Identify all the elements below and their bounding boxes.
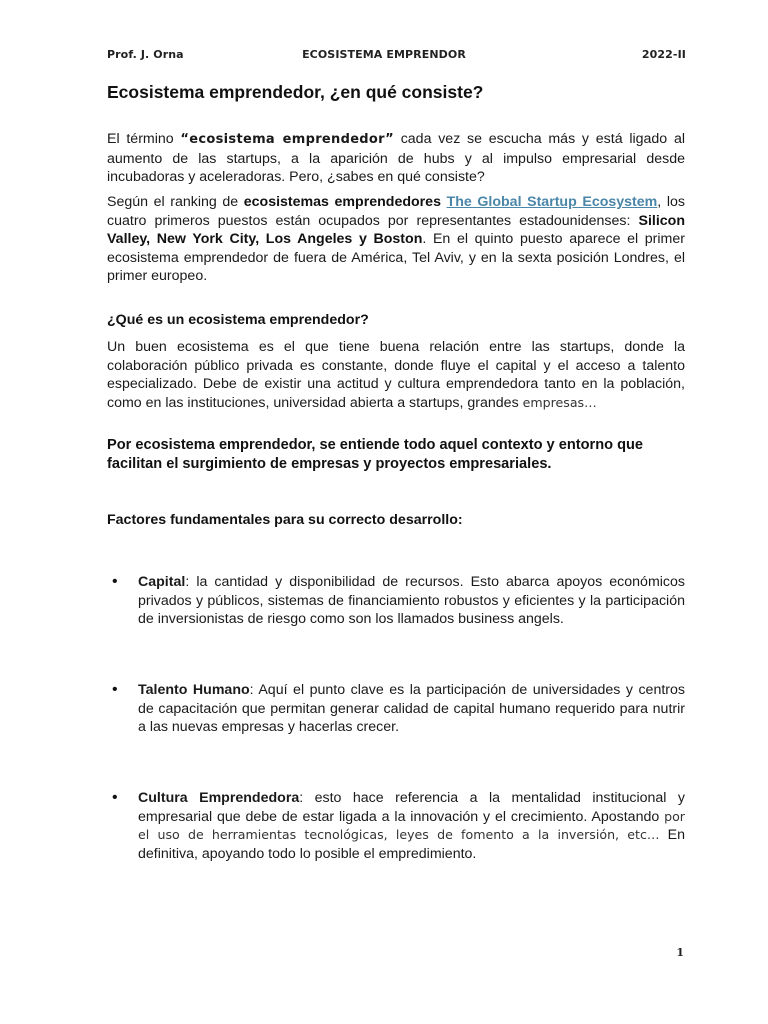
intro-p2-term: ecosistemas emprendedores [243, 194, 441, 210]
intro-paragraph-1 [107, 130, 685, 187]
section-heading-factors: Factores fundamentales para su correcto desarrollo: [107, 512, 463, 528]
factor-description: : esto hace referencia a la mentalidad institucional y empresarial que debe de estar ligada a la innovación y el crecimiento. Apostando [138, 790, 685, 825]
factor-description-after: En definitiva, apoyando todo lo posible el empredimiento. [138, 827, 686, 862]
factor-description-small: por el uso de herramientas tecnológicas, leyes de fomento a la inversión, etc… [138, 808, 685, 842]
section1-text: Un buen ecosistema es el que tiene buena relación entre las startups, donde la colaboración público privada es constante, donde fluye el capital y el acceso a talento especializado. Debe de existir una actitud y cultura emprendedora tanto en la población, como en las instituciones, universidad abierta a startups, grandes [107, 339, 685, 411]
page-title: Ecosistema emprendedor, ¿en qué consiste? [107, 82, 484, 102]
factor-term: Cultura Emprendedora [138, 790, 300, 806]
factor-description: : Aquí el punto clave es la participación de universidades y centros de capacitación que permitan generar calidad de capital humano requerido para nutrir a las nuevas empresas y hacerlas crecer. [138, 682, 685, 735]
section1-paragraph [107, 338, 685, 412]
definition-paragraph: Por ecosistema emprendedor, se entiende todo aquel contexto y entorno que facilitan el surgimiento de empresas y proyectos empresariales. [107, 437, 644, 472]
bullet-icon: • [112, 573, 118, 590]
intro-p2-text-after: . En el quinto puesto aparece el primer ecosistema emprendedor de fuera de América, Tel Aviv, y en la sexta posición Londres, el primer europeo. [107, 231, 685, 284]
factor-term: Talento Humano [138, 682, 250, 698]
intro-p1-term: “ecosistema emprendedor” [180, 132, 394, 147]
factor-item-capital [138, 573, 685, 629]
intro-paragraph-2 [107, 193, 685, 286]
header-title: ECOSISTEMA EMPRENDOR [302, 48, 466, 61]
intro-p1-text: El término [107, 131, 181, 147]
intro-p1-text-after: cada vez se escucha más y está ligado al aumento de las startups, a la aparición de hubs y al impulso empresarial desde incubadoras y aceleradoras. Pero, ¿sabes en qué consiste? [107, 131, 685, 185]
intro-p2-cities: Silicon Valley, New York City, Los Angeles y Boston [107, 212, 685, 247]
header-author: Prof. J. Orna [107, 48, 184, 61]
factor-description: : la cantidad y disponibilidad de recursos. Esto abarca apoyos económicos privados y públicos, sistemas de financiamiento robustos y eficientes y la participación de inversionistas de riesgo como son los llamados business angels. [138, 574, 685, 627]
global-startup-ecosystem-link[interactable]: The Global Startup Ecosystem [446, 194, 658, 210]
intro-p2-text-mid: , los cuatro primeros puestos están ocupados por representantes estadounidenses: [107, 194, 685, 229]
page-number: 1 [676, 946, 684, 959]
factor-term: Capital [138, 574, 186, 590]
factor-item-talento-humano [138, 681, 685, 737]
bullet-icon: • [112, 789, 118, 806]
bullet-icon: • [112, 681, 118, 698]
header-term: 2022-II [641, 48, 686, 61]
section-heading-what-is: ¿Qué es un ecosistema emprendedor? [107, 312, 369, 328]
section1-text-small: empresas… [522, 394, 597, 410]
factor-item-cultura-emprendedora [138, 789, 685, 863]
intro-p2-text: Según el ranking de [107, 194, 244, 210]
